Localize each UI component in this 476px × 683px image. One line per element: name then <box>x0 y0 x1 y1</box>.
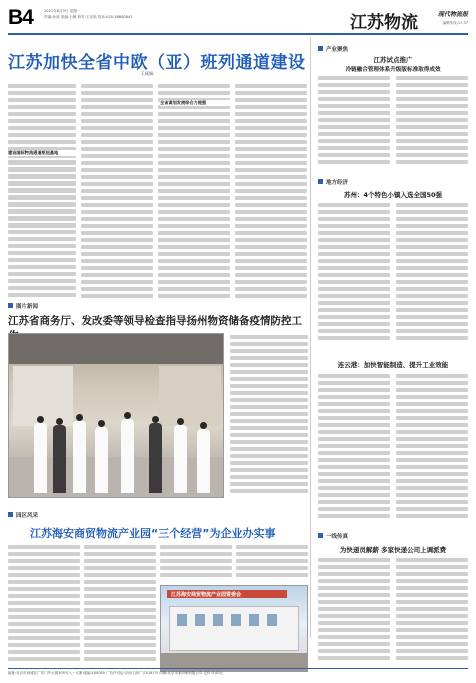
page-number: B4 <box>8 6 33 29</box>
article-body <box>235 84 307 302</box>
park-building-photo <box>160 585 308 672</box>
article-body <box>8 545 80 665</box>
article-body <box>160 545 232 581</box>
column-divider <box>310 38 311 638</box>
newspaper-logo: 现代物流报 <box>437 11 468 18</box>
article-subhead: 全省谋划发展综合力提强 <box>160 100 230 106</box>
article-body <box>236 545 308 581</box>
article-body <box>8 160 76 300</box>
park-story-title: 江苏海安商贸物流产业园“三个经营”为企业办实事 <box>30 527 276 540</box>
date-line: 2021年8月9日 星期一 <box>44 9 81 13</box>
section-tag-local: 地方经济 <box>318 178 348 186</box>
photo-news-title: 江苏省商务厅、发改委等领导检查指导扬州物资储备疫情防控工 <box>8 315 302 327</box>
article-body <box>158 84 230 302</box>
footer-info: 地址:北京市西城区广安门外大街305号八一大厦 邮编:100055 广告许可证:京西工商广字0187号 印刷:北京市某印刷有限公司 定价:3.00元 <box>8 671 224 675</box>
headline: 江苏加快全省中欧（亚）班列通道建设 <box>8 53 306 73</box>
article-body <box>396 203 468 343</box>
editor-line: 责编:孙涛 美编:石楠 校对:王亦欣 投诉:025-58680841 <box>44 15 133 19</box>
lianyungang-title: 连云港：加快智能制造、提升工业效能 <box>337 361 449 369</box>
article-body <box>81 84 153 302</box>
section-tag-industry: 产业聚焦 <box>318 45 348 53</box>
editor-hotline: 编辑热线:17-37 <box>442 21 468 25</box>
article-body <box>396 558 468 664</box>
article-body <box>318 558 390 664</box>
byline: 王成妹 <box>140 72 154 77</box>
article-body <box>318 76 390 168</box>
article-body <box>318 203 390 343</box>
photo-caption <box>230 335 308 500</box>
header-rule <box>8 33 468 35</box>
section-tag-park: 园区风采 <box>8 511 38 519</box>
inspection-photo <box>8 333 224 498</box>
park-sign-text: 江苏海安商贸物流产业园管委会 <box>171 592 242 598</box>
industry-title-2: 冷链融合管理体系升级版标准取得成效 <box>345 67 441 73</box>
section-brand: 江苏物流 <box>350 13 418 33</box>
footer-rule <box>8 668 468 669</box>
article-body <box>84 545 156 665</box>
article-body <box>396 374 468 524</box>
article-subhead: 建设国际物流通道枢纽基地 <box>8 150 76 156</box>
page-header <box>8 6 468 32</box>
article-body <box>396 76 468 168</box>
suzhou-title: 苏州：4个特色小镇入选全国50强 <box>343 191 443 199</box>
section-tag-frontline: 一线传真 <box>318 532 348 540</box>
section-tag-photo: 图片新闻 <box>8 302 38 310</box>
industry-title-1: 江苏试点推广 <box>373 56 413 64</box>
article-body <box>318 374 390 524</box>
courier-title: 为快递员解薪 多家快递公司上调派费 <box>339 546 447 554</box>
